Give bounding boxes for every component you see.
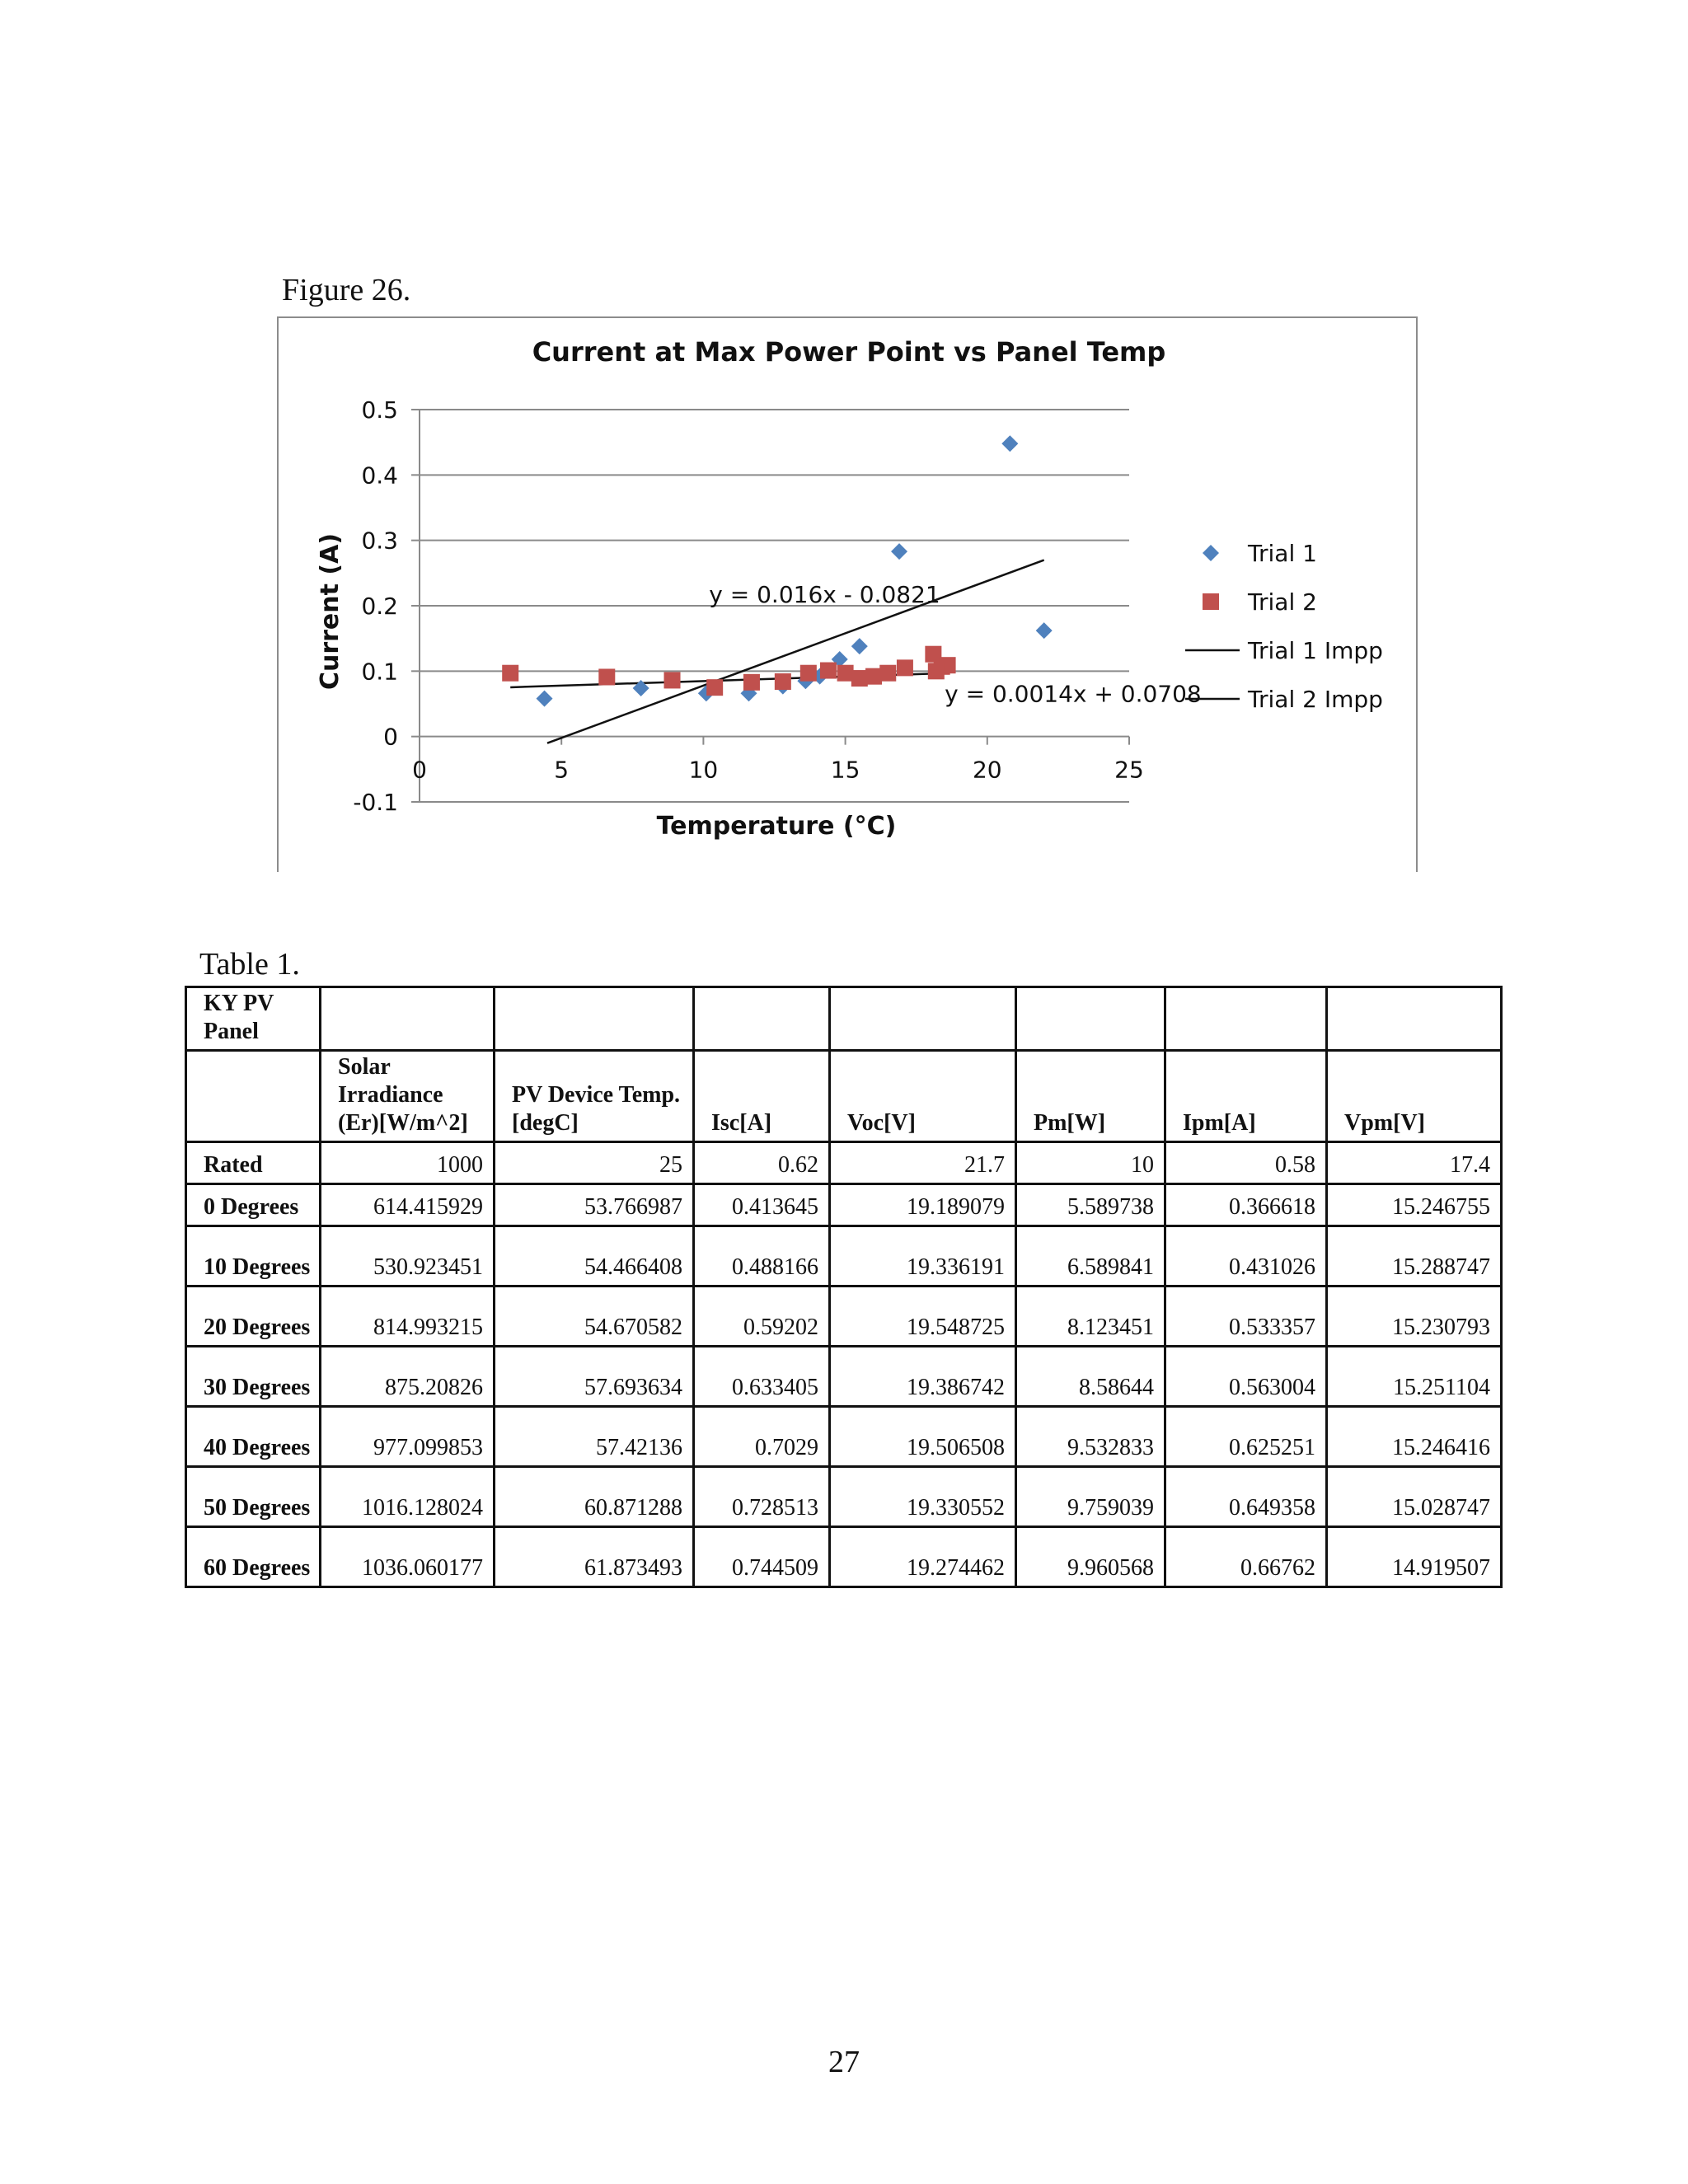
column-header: Vpm[V] [1327, 1051, 1502, 1142]
legend-label: Trial 2 [1248, 588, 1317, 616]
data-point-trial-2 [820, 663, 837, 679]
table-cell: 8.58644 [1016, 1347, 1165, 1407]
legend-label: Trial 2 Impp [1248, 686, 1383, 713]
row-label: 20 Degrees [186, 1286, 321, 1347]
column-header: Ipm[A] [1165, 1051, 1327, 1142]
empty-cell [495, 987, 694, 1051]
data-point-trial-1 [891, 543, 907, 560]
data-point-trial-2 [706, 679, 723, 696]
figure-caption: Figure 26. [282, 273, 411, 307]
empty-cell [1327, 987, 1502, 1051]
page-number: 27 [828, 2045, 860, 2079]
table-cell: 0.633405 [694, 1347, 830, 1407]
table-cell: 6.589841 [1016, 1226, 1165, 1286]
x-tick-label: 25 [1114, 756, 1144, 784]
table-cell: 19.274462 [830, 1527, 1016, 1587]
table-cell: 875.20826 [321, 1347, 495, 1407]
data-point-trial-2 [664, 672, 681, 688]
table-cell: 1016.128024 [321, 1467, 495, 1527]
row-label: 30 Degrees [186, 1347, 321, 1407]
table-cell: 15.246755 [1327, 1184, 1502, 1226]
table-cell: 57.693634 [495, 1347, 694, 1407]
table-cell: 0.649358 [1165, 1467, 1327, 1527]
table-cell: 61.873493 [495, 1527, 694, 1587]
table-cell: 21.7 [830, 1142, 1016, 1184]
table-cell: 15.251104 [1327, 1347, 1502, 1407]
column-header: Solar Irradiance (Er)[W/m^2] [321, 1051, 495, 1142]
table-cell: 15.230793 [1327, 1286, 1502, 1347]
table-cell: 0.625251 [1165, 1407, 1327, 1467]
row-label: 10 Degrees [186, 1226, 321, 1286]
table-row [186, 1527, 1502, 1587]
x-tick-label: 5 [554, 756, 570, 784]
table-cell: 19.189079 [830, 1184, 1016, 1226]
table-cell: 0.58 [1165, 1142, 1327, 1184]
y-tick-label: 0.4 [361, 462, 398, 490]
table-title-row [186, 987, 1502, 1051]
table-row [186, 1347, 1502, 1407]
table-cell: 17.4 [1327, 1142, 1502, 1184]
y-tick-label: 0.5 [361, 396, 398, 424]
legend-label: Trial 1 Impp [1248, 637, 1383, 664]
table-cell: 0.563004 [1165, 1347, 1327, 1407]
table-cell: 0.744509 [694, 1527, 830, 1587]
table-row [186, 1226, 1502, 1286]
table-cell: 814.993215 [321, 1286, 495, 1347]
data-point-trial-1 [1036, 622, 1053, 639]
column-header: PV Device Temp.[degC] [495, 1051, 694, 1142]
table-cell: 9.759039 [1016, 1467, 1165, 1527]
table-cell: 1000 [321, 1142, 495, 1184]
chart-trendlines [510, 560, 1202, 743]
row-label: 50 Degrees [186, 1467, 321, 1527]
data-point-trial-2 [598, 668, 615, 685]
table-cell: 19.548725 [830, 1286, 1016, 1347]
table-row [186, 1142, 1502, 1184]
data-point-trial-1 [537, 691, 553, 707]
data-point-trial-1 [1001, 435, 1018, 452]
table-cell: 0.413645 [694, 1184, 830, 1226]
table-cell: 0.62 [694, 1142, 830, 1184]
table-cell: 0.533357 [1165, 1286, 1327, 1347]
table-cell: 614.415929 [321, 1184, 495, 1226]
data-point-trial-2 [775, 673, 791, 690]
table-cell: 19.336191 [830, 1226, 1016, 1286]
table-cell: 530.923451 [321, 1226, 495, 1286]
chart-points [502, 435, 1052, 706]
table-title: KY PV Panel [186, 987, 321, 1051]
table-cell: 19.386742 [830, 1347, 1016, 1407]
x-tick-label: 10 [688, 756, 719, 784]
table-cell: 0.488166 [694, 1226, 830, 1286]
data-point-trial-2 [851, 670, 868, 687]
row-label: 60 Degrees [186, 1527, 321, 1587]
y-tick-label: 0.1 [361, 658, 398, 686]
table-cell: 54.466408 [495, 1226, 694, 1286]
row-label: 0 Degrees [186, 1184, 321, 1226]
data-point-trial-2 [897, 659, 913, 676]
chart-legend [1185, 540, 1383, 713]
data-point-trial-2 [502, 665, 518, 682]
table-caption: Table 1. [199, 947, 300, 982]
legend-label: Trial 1 [1248, 540, 1317, 567]
table-cell: 53.766987 [495, 1184, 694, 1226]
chart-ylabel: Current (A) [316, 532, 345, 691]
table-cell: 54.670582 [495, 1286, 694, 1347]
table-row [186, 1184, 1502, 1226]
table-cell: 25 [495, 1142, 694, 1184]
table-cell: 9.532833 [1016, 1407, 1165, 1467]
empty-cell [1016, 987, 1165, 1051]
x-tick-label: 15 [830, 756, 860, 784]
table-cell: 0.59202 [694, 1286, 830, 1347]
table-cell: 977.099853 [321, 1407, 495, 1467]
pv-panel-table [185, 986, 1503, 1588]
x-tick-label: 20 [972, 756, 1002, 784]
legend-marker [1203, 593, 1219, 610]
data-point-trial-2 [837, 665, 854, 682]
table-cell: 5.589738 [1016, 1184, 1165, 1226]
trendline-equation: y = 0.016x - 0.0821 [709, 581, 940, 609]
empty-cell [694, 987, 830, 1051]
column-header: Voc[V] [830, 1051, 1016, 1142]
table-header-row [186, 1051, 1502, 1142]
empty-cell [321, 987, 495, 1051]
empty-cell [186, 1051, 321, 1142]
data-point-trial-2 [743, 674, 760, 691]
table-row [186, 1407, 1502, 1467]
table-cell: 15.028747 [1327, 1467, 1502, 1527]
row-label: Rated [186, 1142, 321, 1184]
chart-svg [279, 318, 1419, 874]
table-cell: 19.330552 [830, 1467, 1016, 1527]
legend-marker [1203, 545, 1219, 561]
table-cell: 8.123451 [1016, 1286, 1165, 1347]
table-cell: 0.366618 [1165, 1184, 1327, 1226]
data-point-trial-2 [865, 668, 882, 685]
table-row [186, 1286, 1502, 1347]
table-cell: 14.919507 [1327, 1527, 1502, 1587]
x-tick-label: 0 [412, 756, 427, 784]
row-label: 40 Degrees [186, 1407, 321, 1467]
table-cell: 60.871288 [495, 1467, 694, 1527]
column-header: Pm[W] [1016, 1051, 1165, 1142]
table-cell: 15.246416 [1327, 1407, 1502, 1467]
chart-xlabel: Temperature (°C) [656, 812, 897, 841]
y-tick-label: 0 [383, 723, 398, 751]
table-cell: 10 [1016, 1142, 1165, 1184]
table-cell: 19.506508 [830, 1407, 1016, 1467]
table-cell: 0.66762 [1165, 1527, 1327, 1587]
y-tick-label: -0.1 [353, 789, 398, 816]
table-cell: 15.288747 [1327, 1226, 1502, 1286]
column-header: Isc[A] [694, 1051, 830, 1142]
data-point-trial-2 [928, 663, 945, 679]
table-cell: 57.42136 [495, 1407, 694, 1467]
empty-cell [830, 987, 1016, 1051]
table-cell: 9.960568 [1016, 1527, 1165, 1587]
trendline-equation: y = 0.0014x + 0.0708 [945, 680, 1202, 708]
y-tick-label: 0.3 [361, 527, 398, 555]
empty-cell [1165, 987, 1327, 1051]
table-cell: 0.728513 [694, 1467, 830, 1527]
table-row [186, 1467, 1502, 1527]
data-point-trial-1 [851, 638, 868, 654]
y-tick-label: 0.2 [361, 593, 398, 620]
data-point-trial-2 [879, 665, 896, 682]
data-point-trial-2 [800, 665, 817, 682]
chart-title: Current at Max Power Point vs Panel Temp [532, 336, 1166, 368]
table-cell: 1036.060177 [321, 1527, 495, 1587]
table-cell: 0.7029 [694, 1407, 830, 1467]
table-cell: 0.431026 [1165, 1226, 1327, 1286]
chart-frame [277, 316, 1418, 872]
